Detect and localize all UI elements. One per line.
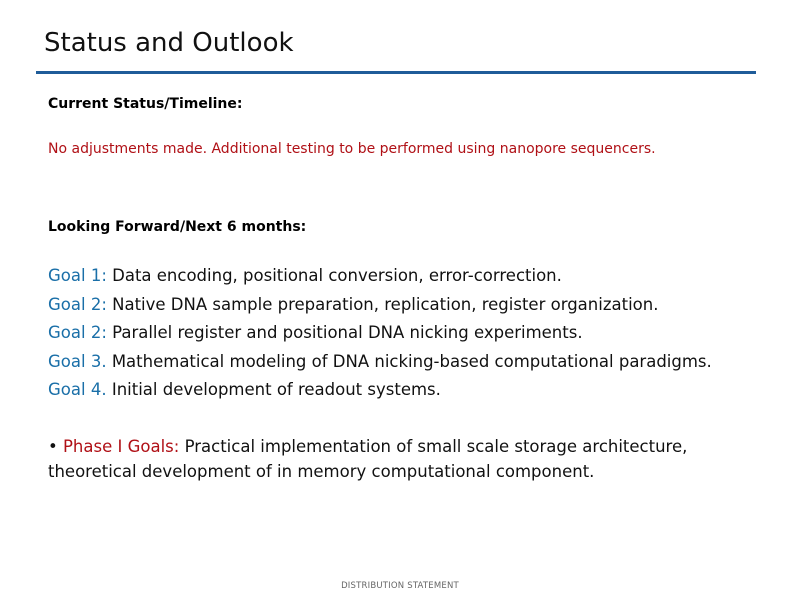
page-title: Status and Outlook [44, 28, 294, 58]
goal-label: Goal 2: [48, 323, 107, 342]
phase-goals-paragraph [48, 434, 748, 484]
looking-forward-heading: Looking Forward/Next 6 months: [48, 219, 307, 235]
goal-item [48, 262, 712, 291]
goal-item [48, 319, 712, 348]
goals-list [48, 262, 712, 405]
goal-label: Goal 1: [48, 266, 107, 285]
goal-item [48, 348, 712, 377]
goal-text: Parallel register and positional DNA nicking experiments. [106, 323, 583, 342]
goal-label: Goal 4. [48, 380, 107, 399]
goal-label: Goal 3. [48, 351, 107, 371]
goal-text: Native DNA sample preparation, replication, register organization. [106, 294, 659, 314]
current-status-heading: Current Status/Timeline: [48, 96, 243, 112]
goal-text: Initial development of readout systems. [106, 380, 441, 399]
bullet-marker: • [48, 437, 63, 456]
phase-goals-label: Phase I Goals: [62, 437, 180, 456]
phase-goals-text: Practical implementation of small scale storage architecture, theoretical development of in memory computational component. [48, 437, 688, 481]
current-status-text: No adjustments made. Additional testing to be performed using nanopore sequencers. [48, 141, 656, 157]
goal-item [48, 376, 712, 405]
goal-text: Mathematical modeling of DNA nicking-based computational paradigms. [106, 351, 712, 371]
goal-item [48, 291, 712, 320]
goal-text: Data encoding, positional conversion, error-correction. [106, 266, 562, 285]
goal-label: Goal 2: [48, 294, 107, 314]
distribution-statement: DISTRIBUTION STATEMENT [341, 581, 459, 591]
title-divider [36, 71, 756, 74]
